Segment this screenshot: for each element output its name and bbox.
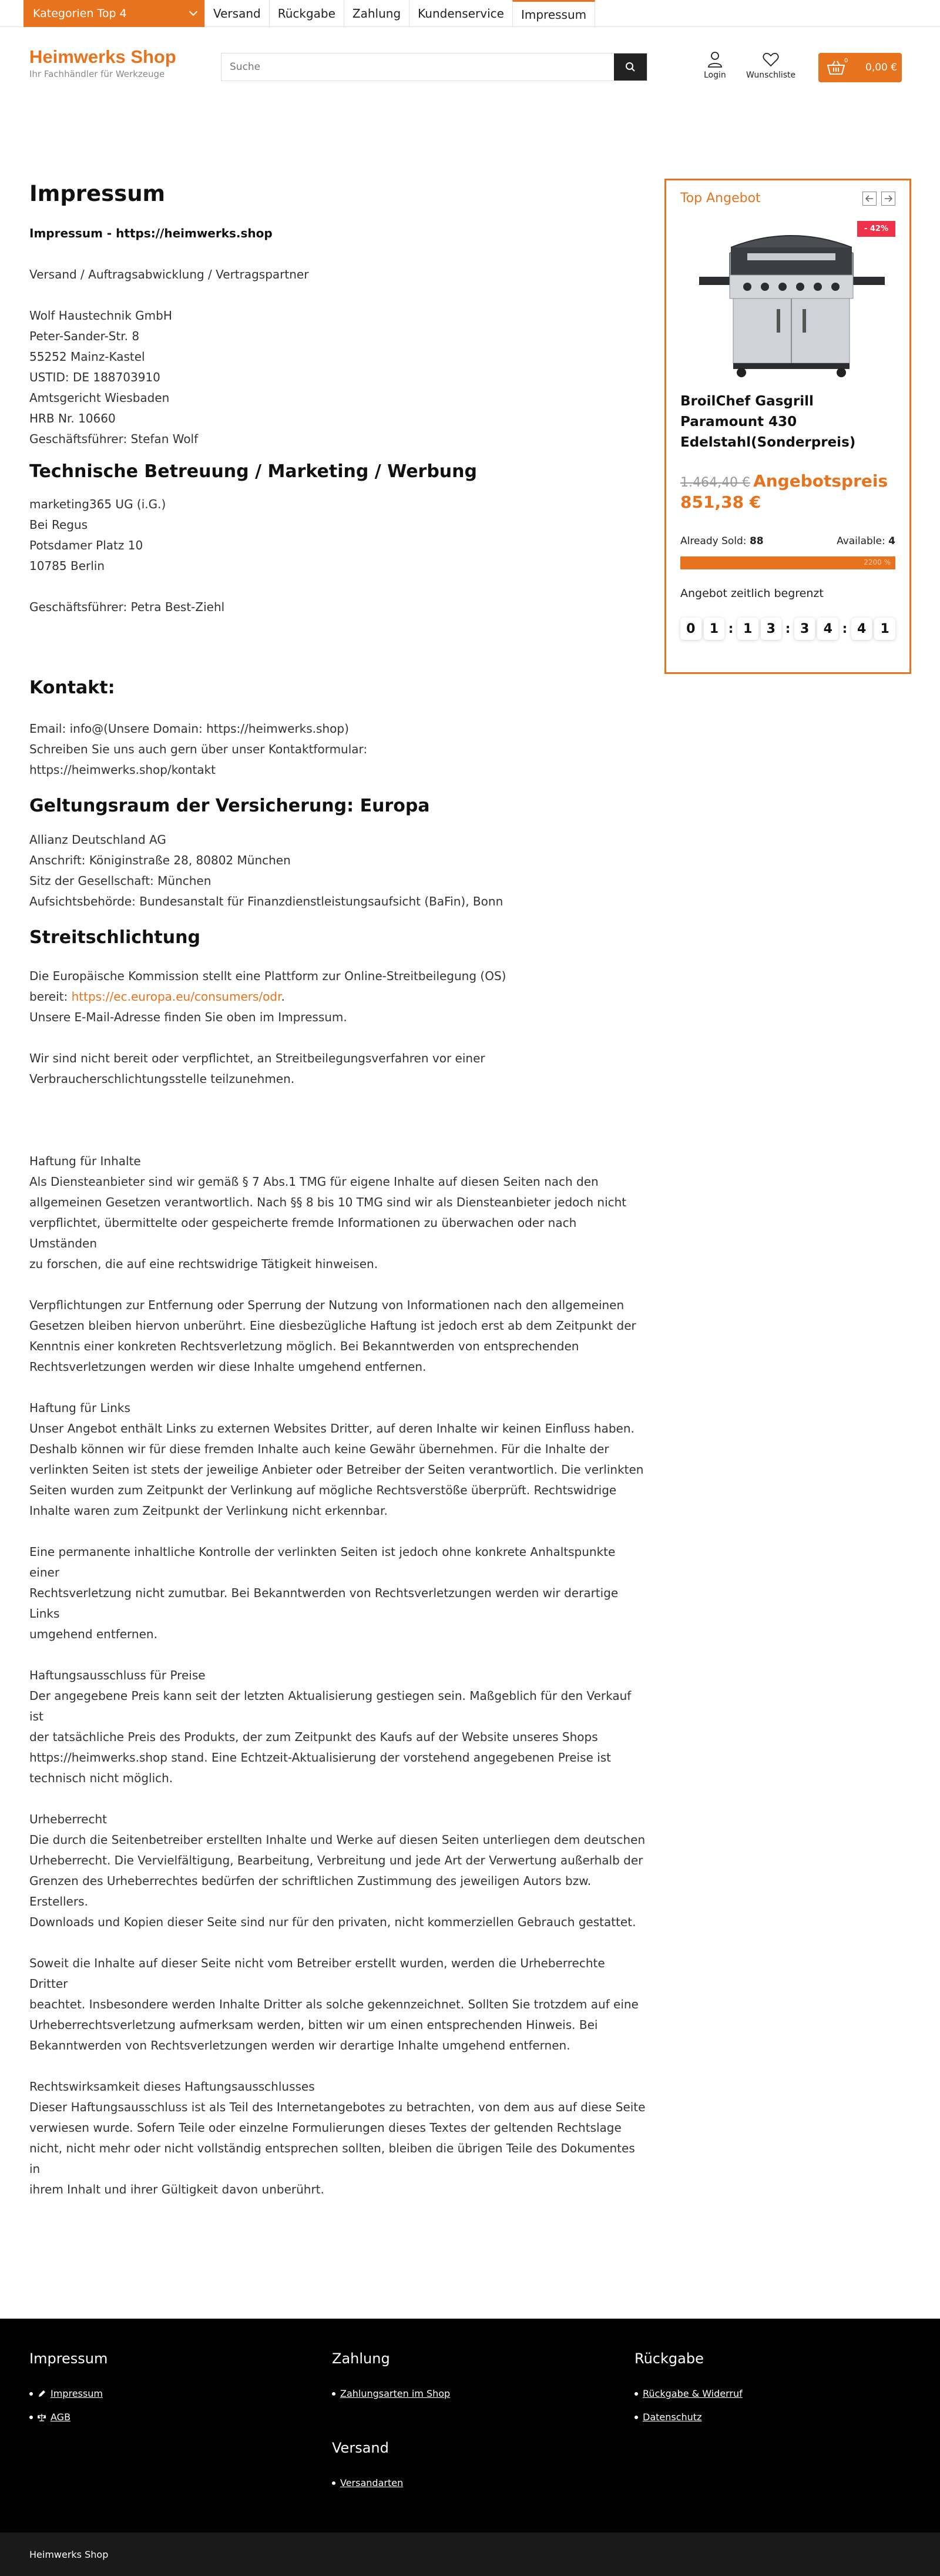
discount-badge: - 42%	[857, 221, 895, 237]
footer-item	[634, 2382, 743, 2406]
legal-line: verpflichtet, übermittelte oder gespeicherte fremde Informationen zu überwachen oder nach Umständen	[29, 1216, 577, 1250]
footer-col-title: Impressum	[29, 2350, 108, 2367]
next-arrow-button[interactable]	[881, 192, 895, 206]
partner-heading: Versand / Auftragsabwicklung / Vertragspartner	[29, 267, 309, 281]
offer-price-label: Angebotspreis	[753, 471, 888, 491]
tech-heading: Technische Betreuung / Marketing / Werbung	[29, 461, 477, 482]
legal-line: Kenntnis einer konkreten Rechtsverletzung möglich. Bei Bekanntwerden von entsprechenden	[29, 1339, 579, 1353]
logo-title: Heimwerks Shop	[29, 46, 176, 67]
footer-col-zahlung	[332, 2350, 450, 2406]
legal-line: Die durch die Seitenbetreiber erstellten Inhalte und Werke auf diesen Seiten unterliegen dem deutschen	[29, 1833, 646, 1847]
company-line: Wolf Haustechnik GmbH	[29, 308, 172, 323]
menu-item-kundenservice[interactable]: Kundenservice	[409, 0, 512, 27]
stock-info	[680, 535, 895, 547]
cart-total: 0,00 €	[865, 62, 898, 73]
timer-separator: :	[728, 621, 734, 636]
product-name[interactable]: BroilChef Gasgrill Paramount 430 Edelstahl(Sonderpreis)	[680, 394, 856, 450]
company-line: Geschäftsführer: Stefan Wolf	[29, 432, 199, 446]
login-button[interactable]	[704, 51, 726, 80]
contact-line: https://heimwerks.shop/kontakt	[29, 763, 216, 777]
legal-line: verlinkten Seiten ist stets der jeweilige Anbieter oder Betreiber der Seiten verantwortlich. Die verlinkten	[29, 1463, 644, 1477]
company-line: Peter-Sander-Str. 8	[29, 329, 140, 343]
legal-line: Bekanntwerden von Rechtsverletzungen werden wir derartige Inhalte umgehend entfernen.	[29, 2038, 570, 2052]
legal-block-preise	[29, 1665, 646, 1789]
footer-col-title: Zahlung	[332, 2350, 390, 2367]
footer-link-zahlungsarten[interactable]: Zahlungsarten im Shop	[340, 2388, 451, 2399]
legal-line: Haftung für Inhalte	[29, 1154, 141, 1168]
footer-link-agb[interactable]: AGB	[51, 2411, 71, 2423]
search-input[interactable]	[221, 53, 614, 80]
legal-line: Urheberrechtsverletzung aufmerksam werden, bitten wir um einen entsprechenden Hinweis. Bei	[29, 2018, 598, 2032]
footer-col-title: Rückgabe	[634, 2350, 704, 2367]
search-button[interactable]	[614, 53, 647, 80]
copyright-bar	[0, 2533, 940, 2576]
bullet-icon	[634, 2392, 638, 2396]
legal-line: Deshalb können wir für diese fremden Inhalte auch keine Gewähr übernehmen. Für die Inhalte der	[29, 1442, 609, 1456]
tech-line: 10785 Berlin	[29, 559, 105, 573]
company-line: HRB Nr. 10660	[29, 411, 116, 425]
insurance-line: Sitz der Gesellschaft: München	[29, 874, 212, 888]
legal-block-urheberrecht	[29, 1809, 646, 1933]
bullet-icon	[332, 2392, 335, 2396]
tech-company-address	[29, 494, 646, 576]
dispute-heading: Streitschlichtung	[29, 927, 200, 948]
legal-line: beachtet. Insbesondere werden Inhalte Dritter als solche gekennzeichnet. Sollten Sie trotzdem auf eine	[29, 1997, 639, 2011]
search-icon	[625, 62, 636, 72]
footer-link-impressum[interactable]: Impressum	[51, 2388, 103, 2399]
legal-line: ihrem Inhalt und ihrer Gültigkeit davon unberührt.	[29, 2182, 324, 2196]
menu-item-zahlung[interactable]: Zahlung	[344, 0, 409, 27]
footer-link-rueckgabe[interactable]: Rückgabe & Widerruf	[643, 2388, 743, 2399]
footer-col-rueckgabe	[634, 2350, 743, 2429]
footer-item	[29, 2382, 108, 2406]
sold-value: 88	[749, 535, 764, 547]
legal-line: Verpflichtungen zur Entfernung oder Sperrung der Nutzung von Informationen nach den allgemeinen	[29, 1298, 625, 1312]
price-block	[680, 472, 895, 514]
timer-digit: 0	[680, 618, 701, 640]
footer-item	[29, 2406, 108, 2429]
legal-line: Inhalte waren zum Zeitpunkt der Verlinkung nicht erkennbar.	[29, 1504, 388, 1518]
basket-icon	[827, 60, 845, 75]
legal-line: allgemeinen Gesetzen verantwortlich. Nach §§ 8 bis 10 TMG sind wir als Diensteanbieter jedoch nicht	[29, 1195, 627, 1209]
footer-link-versandarten[interactable]: Versandarten	[340, 2477, 404, 2488]
company-address	[29, 306, 646, 450]
tech-line: Potsdamer Platz 10	[29, 538, 143, 552]
menu-item-rueckgabe[interactable]: Rückgabe	[269, 0, 344, 27]
chevron-down-icon	[189, 8, 197, 16]
grill-image	[694, 221, 888, 380]
legal-line: technisch nicht möglich.	[29, 1771, 173, 1785]
footer-item	[332, 2471, 403, 2495]
site-footer	[0, 2319, 940, 2533]
legal-line: Seiten wurden zum Zeitpunkt der Verlinkung auf mögliche Rechtsverstöße überprüft. Rechtswidrige	[29, 1483, 617, 1497]
dispute-line: Die Europäische Kommission stellt eine Plattform zur Online-Streitbeilegung (OS)	[29, 969, 506, 983]
cart-button[interactable]	[818, 53, 902, 82]
legal-block-rechtswirksamkeit	[29, 2077, 646, 2200]
old-price: 1.464,40 €	[680, 475, 750, 490]
cart-count-badge: 0	[844, 58, 848, 64]
bullet-icon	[29, 2392, 33, 2396]
insurance-line: Allianz Deutschland AG	[29, 833, 166, 847]
timer-separator: :	[842, 621, 848, 636]
site-header	[0, 27, 940, 107]
copyright-text: Heimwerks Shop	[29, 2548, 109, 2560]
available-info	[837, 535, 895, 547]
tech-line: marketing365 UG (i.G.)	[29, 497, 166, 511]
legal-line: der tatsächliche Preis des Produkts, der zum Zeitpunkt des Kaufs auf der Website unseres Shops	[29, 1730, 598, 1744]
contact-block	[29, 719, 646, 780]
legal-line: umgehend entfernen.	[29, 1627, 157, 1641]
widget-title: Top Angebot	[680, 191, 761, 206]
insurance-line: Anschrift: Königinstraße 28, 80802 München	[29, 853, 291, 867]
logo[interactable]	[29, 46, 176, 79]
legal-block-kontrolle	[29, 1542, 646, 1645]
timer-digit: 4	[851, 618, 872, 640]
timer-digit: 3	[761, 618, 782, 640]
prev-arrow-button[interactable]	[862, 192, 877, 206]
legal-line: Downloads und Kopien dieser Seite sind nur für den privaten, nicht kommerziellen Gebrauch gestattet.	[29, 1915, 636, 1929]
legal-line: Urheberrecht. Die Vervielfältigung, Bearbeitung, Verbreitung und jede Art der Verwertung außerhalb der	[29, 1853, 643, 1867]
page-title: Impressum	[29, 181, 166, 206]
dispute-block	[29, 966, 646, 1089]
footer-item	[634, 2406, 743, 2429]
tech-ceo: Geschäftsführer: Petra Best-Ziehl	[29, 600, 225, 614]
bullet-icon	[634, 2416, 638, 2419]
search-bar	[221, 53, 647, 81]
pencil-icon	[38, 2390, 46, 2398]
tech-line: Bei Regus	[29, 518, 88, 532]
timer-digit: 1	[874, 618, 895, 640]
dispute-bereit: bereit:	[29, 990, 72, 1004]
top-navigation	[0, 0, 940, 27]
odr-link[interactable]: https://ec.europa.eu/consumers/odr	[71, 990, 281, 1004]
timer-label: Angebot zeitlich begrenzt	[680, 587, 824, 600]
dispute-dot: .	[281, 990, 285, 1004]
legal-line: Rechtswirksamkeit dieses Haftungsausschlusses	[29, 2079, 315, 2094]
dispute-line: Verbraucherschlichtungsstelle teilzunehmen.	[29, 1072, 295, 1086]
legal-line: nicht, nicht mehr oder nicht vollständig entsprechen sollten, bleiben die übrigen Teile des Dokumentes in	[29, 2141, 635, 2176]
menu-item-impressum[interactable]: Impressum	[512, 0, 595, 27]
insurance-heading: Geltungsraum der Versicherung: Europa	[29, 796, 430, 816]
legal-block-haftung-links	[29, 1398, 646, 1521]
legal-line: Rechtsverletzung nicht zumutbar. Bei Bekanntwerden von Rechtsverletzungen werden wir derartige Links	[29, 1586, 619, 1621]
legal-line: Der angegebene Preis kann seit der letzten Aktualisierung gestiegen sein. Maßgeblich für den Verkauf ist	[29, 1689, 632, 1723]
sold-info	[680, 535, 764, 547]
intro-line: Impressum - https://heimwerks.shop	[29, 226, 273, 240]
legal-block-verpflichtungen	[29, 1295, 646, 1377]
legal-block-haftung-inhalte	[29, 1151, 646, 1274]
login-label: Login	[704, 71, 726, 80]
categories-dropdown[interactable]	[24, 0, 204, 27]
wishlist-label: Wunschliste	[746, 71, 796, 80]
timer-digit: 1	[737, 618, 758, 640]
wishlist-button[interactable]	[746, 51, 795, 80]
impressum-content	[29, 181, 646, 2200]
main-menu	[204, 0, 595, 27]
offer-price: 851,38 €	[680, 492, 761, 512]
footer-col-versand	[332, 2440, 403, 2495]
company-line: USTID: DE 188703910	[29, 370, 160, 384]
bullet-icon	[29, 2416, 33, 2419]
timer-digit: 4	[817, 618, 838, 640]
legal-line: Eine permanente inhaltliche Kontrolle der verlinkten Seiten ist jedoch ohne konkrete Anhaltspunkte einer	[29, 1545, 616, 1579]
legal-block-dritte	[29, 1953, 646, 2056]
available-label: Available:	[837, 535, 885, 547]
user-icon	[706, 51, 724, 68]
contact-heading: Kontakt:	[29, 677, 115, 698]
sold-progress-bar	[680, 556, 895, 569]
sold-label: Already Sold:	[680, 535, 747, 547]
arrow-right-icon	[884, 195, 892, 202]
insurance-line: Aufsichtsbehörde: Bundesanstalt für Finanzdienstleistungsaufsicht (BaFin), Bonn	[29, 894, 503, 908]
legal-line: Soweit die Inhalte auf dieser Seite nicht vom Betreiber erstellt wurden, werden die Urheberrechte Dritter	[29, 1956, 605, 1991]
countdown-timer	[680, 618, 895, 640]
scale-icon	[38, 2413, 46, 2421]
dispute-line: Unsere E-Mail-Adresse finden Sie oben im Impressum.	[29, 1010, 347, 1024]
legal-line: Unser Angebot enthält Links zu externen Websites Dritter, auf deren Inhalte wir keinen Einfluss haben.	[29, 1421, 634, 1435]
timer-digit: 3	[794, 618, 815, 640]
menu-item-versand[interactable]: Versand	[204, 0, 269, 27]
footer-col-impressum	[29, 2350, 108, 2429]
legal-line: Haftungsausschluss für Preise	[29, 1668, 206, 1682]
timer-separator: :	[785, 621, 791, 636]
categories-label: Kategorien Top 4	[33, 7, 127, 20]
dispute-line	[29, 987, 646, 1007]
timer-digit: 1	[704, 618, 725, 640]
heart-icon	[762, 51, 780, 68]
main-content	[0, 107, 940, 2319]
insurance-block	[29, 830, 646, 912]
footer-col-title: Versand	[332, 2440, 389, 2456]
footer-link-datenschutz[interactable]: Datenschutz	[643, 2411, 702, 2423]
legal-line: zu forschen, die auf eine rechtswidrige Tätigkeit hinweisen.	[29, 1257, 378, 1271]
product-image[interactable]	[680, 221, 895, 380]
legal-line: Haftung für Links	[29, 1401, 130, 1415]
bullet-icon	[332, 2481, 335, 2485]
legal-line: Als Diensteanbieter sind wir gemäß § 7 Abs.1 TMG für eigene Inhalte auf diesen Seiten nach den	[29, 1175, 599, 1189]
legal-line: Rechtsverletzungen werden wir diese Inhalte umgehend entfernen.	[29, 1360, 427, 1374]
company-line: Amtsgericht Wiesbaden	[29, 391, 170, 405]
contact-line: Schreiben Sie uns auch gern über unser Kontaktformular:	[29, 742, 368, 756]
footer-item	[332, 2382, 450, 2406]
legal-line: Urheberrecht	[29, 1812, 107, 1826]
top-offer-widget	[664, 179, 911, 674]
contact-line: Email: info@(Unsere Domain: https://heimwerks.shop)	[29, 722, 349, 736]
legal-line: Dieser Haftungsausschluss ist als Teil des Internetangebotes zu betrachten, von dem aus auf diese Seite	[29, 2100, 646, 2114]
legal-line: verwiesen wurde. Sofern Teile oder einzelne Formulierungen dieses Textes der geltenden Rechtslage	[29, 2121, 622, 2135]
company-line: 55252 Mainz-Kastel	[29, 350, 145, 364]
legal-line: Grenzen des Urheberrechtes bedürfen der schriftlichen Zustimmung des jeweiligen Autors bzw. Erstellers.	[29, 1874, 592, 1908]
dispute-line: Wir sind nicht bereit oder verpflichtet, an Streitbeilegungsverfahren vor einer	[29, 1051, 485, 1065]
legal-line: https://heimwerks.shop stand. Eine Echtzeit-Aktualisierung der vorstehend angegebenen Preise ist	[29, 1750, 612, 1765]
available-value: 4	[888, 535, 895, 547]
legal-line: Gesetzen bleiben hiervon unberührt. Eine diesbezügliche Haftung ist jedoch erst ab dem Zeitpunkt der	[29, 1319, 636, 1333]
progress-label: 2200 %	[864, 558, 891, 566]
arrow-left-icon	[865, 195, 874, 202]
logo-subtitle: Ihr Fachhändler für Werkzeuge	[29, 69, 165, 79]
